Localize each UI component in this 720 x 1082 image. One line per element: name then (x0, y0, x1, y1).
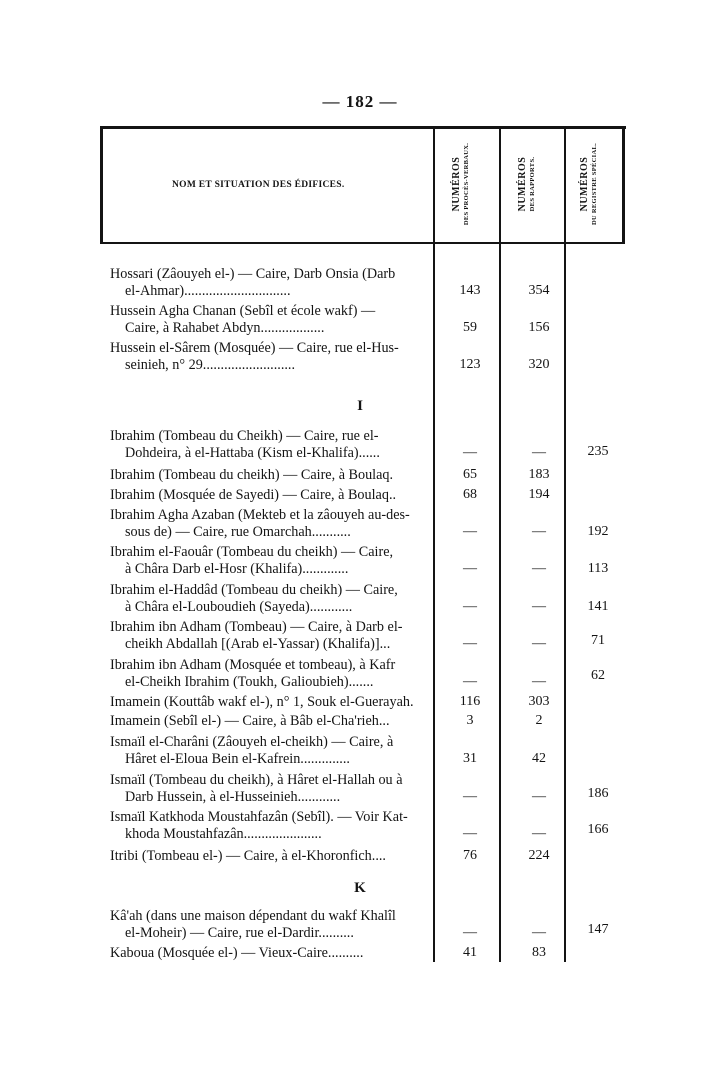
entry-line1: Ibrahim ibn Adham (Mosquée et tombeau), à Kafr (110, 657, 396, 673)
proces-verbal-number: — (463, 925, 477, 940)
entry-line2: Caire, à Rahabet Abdyn.................. (125, 320, 325, 337)
rapport-number: — (532, 674, 546, 689)
proces-verbal-number: 143 (459, 283, 481, 298)
registre-number: 147 (587, 922, 609, 937)
entry-line1: Ibrahim (Tombeau du cheikh) — Caire, à Boulaq. (110, 467, 394, 483)
entry-line1: Ibrahim ibn Adham (Tombeau) — Caire, à Darb el- (110, 619, 403, 635)
entry-line2: sous de) — Caire, rue Omarchah........... (125, 524, 351, 541)
entry-line2: Hâret el-Eloua Bein el-Kafrein.............. (125, 751, 350, 768)
entry-line1: Itribi (Tombeau el-) — Caire, à el-Khoronfich.... (110, 848, 386, 864)
registre-number: 62 (591, 668, 605, 683)
header-col-proces-verbaux (452, 124, 480, 244)
rapport-number: 183 (528, 467, 550, 482)
entry-line1: Ibrahim (Mosquée de Sayedi) — Caire, à Boulaq.. (110, 487, 397, 503)
page-number: — 182 — (322, 92, 398, 111)
registre-number: 192 (587, 524, 609, 539)
left-rule (100, 126, 103, 244)
rapport-number: — (532, 925, 546, 940)
proces-verbal-number: 76 (463, 848, 477, 863)
registre-number: 71 (591, 633, 605, 648)
proces-verbal-number: 41 (463, 945, 477, 960)
entry-line2: cheikh Abdallah [(Arab el-Yassar) (Khalifa)]... (125, 636, 391, 653)
header-col3-sub: DU REGISTRE SPÉCIAL. (591, 142, 598, 226)
right-rule (622, 126, 625, 244)
proces-verbal-number: — (463, 826, 477, 841)
registre-number: 166 (587, 822, 609, 837)
proces-verbal-number: — (463, 445, 477, 460)
proces-verbal-number: 65 (463, 467, 477, 482)
rapport-number: — (532, 561, 546, 576)
rapport-number: — (532, 636, 546, 651)
entry-line1: Ibrahim el-Faouâr (Tombeau du cheikh) — Caire, (110, 544, 394, 560)
header-col-registre (580, 124, 608, 244)
proces-verbal-number: 3 (466, 713, 474, 728)
rapport-number: 354 (528, 283, 550, 298)
entry-line2: el-Moheir) — Caire, rue el-Dardir.......... (125, 925, 354, 942)
top-rule (100, 126, 626, 129)
rapport-number: 194 (528, 487, 550, 502)
entry-line1: Ibrahim el-Haddâd (Tombeau du cheikh) — Caire, (110, 582, 398, 598)
entry-line1: Ismaïl Katkhoda Moustahfazân (Sebîl). — Voir Kat- (110, 809, 408, 825)
rapport-number: 2 (535, 713, 543, 728)
entry-line1: Imamein (Sebîl el-) — Caire, à Bâb el-Cha'rieh... (110, 713, 390, 729)
entry-line2: à Châra el-Louboudieh (Sayeda)............ (125, 599, 353, 616)
entry-line2: seinieh, n° 29.......................... (125, 357, 296, 374)
rapport-number: 156 (528, 320, 550, 335)
entry-line1: Ibrahim (Tombeau du Cheikh) — Caire, rue el- (110, 428, 379, 444)
proces-verbal-number: — (463, 636, 477, 651)
section-letter-k: K (354, 880, 366, 896)
rapport-number: 303 (528, 694, 550, 709)
header-col2-sub: DES RAPPORTS. (529, 156, 536, 212)
entry-line2: à Châra Darb el-Hosr (Khalifa)............. (125, 561, 349, 578)
header-col1-sub: DES PROCÈS-VERBAUX. (463, 142, 470, 226)
registre-number: 113 (587, 561, 609, 576)
entry-line2: Dohdeira, à el-Hattaba (Kism el-Khalifa)...... (125, 445, 380, 462)
rapport-number: — (532, 599, 546, 614)
rapport-number: — (532, 524, 546, 539)
header-col-rapports (518, 124, 546, 244)
entry-line2: el-Ahmar).............................. (125, 283, 291, 300)
rapport-number: 224 (528, 848, 550, 863)
entry-line1: Hussein Agha Chanan (Sebîl et école wakf) — (110, 303, 376, 319)
rapport-number: 42 (532, 751, 546, 766)
entry-line1: Kâ'ah (dans une maison dépendant du wakf Khalîl (110, 908, 396, 924)
entry-line1: Hossari (Zâouyeh el-) — Caire, Darb Onsia (Darb (110, 266, 396, 282)
entry-line2: el-Cheikh Ibrahim (Toukh, Galioubieh)....... (125, 674, 374, 691)
registre-number: 141 (587, 599, 609, 614)
entry-line2: Darb Hussein, à el-Husseinieh............ (125, 789, 341, 806)
rapport-number: — (532, 789, 546, 804)
entry-line1: Imamein (Kouttâb wakf el-), n° 1, Souk el-Guerayah. (110, 694, 414, 710)
header-col1-main: NUMÉROS (451, 156, 462, 212)
registre-number: 235 (587, 444, 609, 459)
proces-verbal-number: 116 (459, 694, 481, 709)
proces-verbal-number: 31 (463, 751, 477, 766)
entry-line1: Ibrahim Agha Azaban (Mekteb et la zâouyeh au-des- (110, 507, 410, 523)
rapport-number: 83 (532, 945, 546, 960)
header-col2-main: NUMÉROS (517, 156, 528, 212)
header-name-column: NOM ET SITUATION DES ÉDIFICES. (172, 180, 345, 190)
entry-line1: Ismaïl (Tombeau du cheikh), à Hâret el-Hallah ou à (110, 772, 403, 788)
entry-line1: Hussein el-Sârem (Mosquée) — Caire, rue el-Hus- (110, 340, 399, 356)
proces-verbal-number: — (463, 789, 477, 804)
proces-verbal-number: — (463, 599, 477, 614)
entry-line2: khoda Moustahfazân...................... (125, 826, 322, 843)
header-col3-main: NUMÉROS (579, 156, 590, 212)
registre-number: 186 (587, 786, 609, 801)
proces-verbal-number: — (463, 674, 477, 689)
proces-verbal-number: — (463, 561, 477, 576)
rapport-number: 320 (528, 357, 550, 372)
proces-verbal-number: — (463, 524, 477, 539)
rapport-number: — (532, 826, 546, 841)
col1-rule (433, 126, 435, 962)
proces-verbal-number: 68 (463, 487, 477, 502)
entry-line1: Ismaïl el-Charâni (Zâouyeh el-cheikh) — Caire, à (110, 734, 394, 750)
rapport-number: — (532, 445, 546, 460)
entry-line1: Kaboua (Mosquée el-) — Vieux-Caire.......... (110, 945, 364, 961)
proces-verbal-number: 59 (463, 320, 477, 335)
section-letter-i: I (357, 398, 363, 414)
proces-verbal-number: 123 (459, 357, 481, 372)
